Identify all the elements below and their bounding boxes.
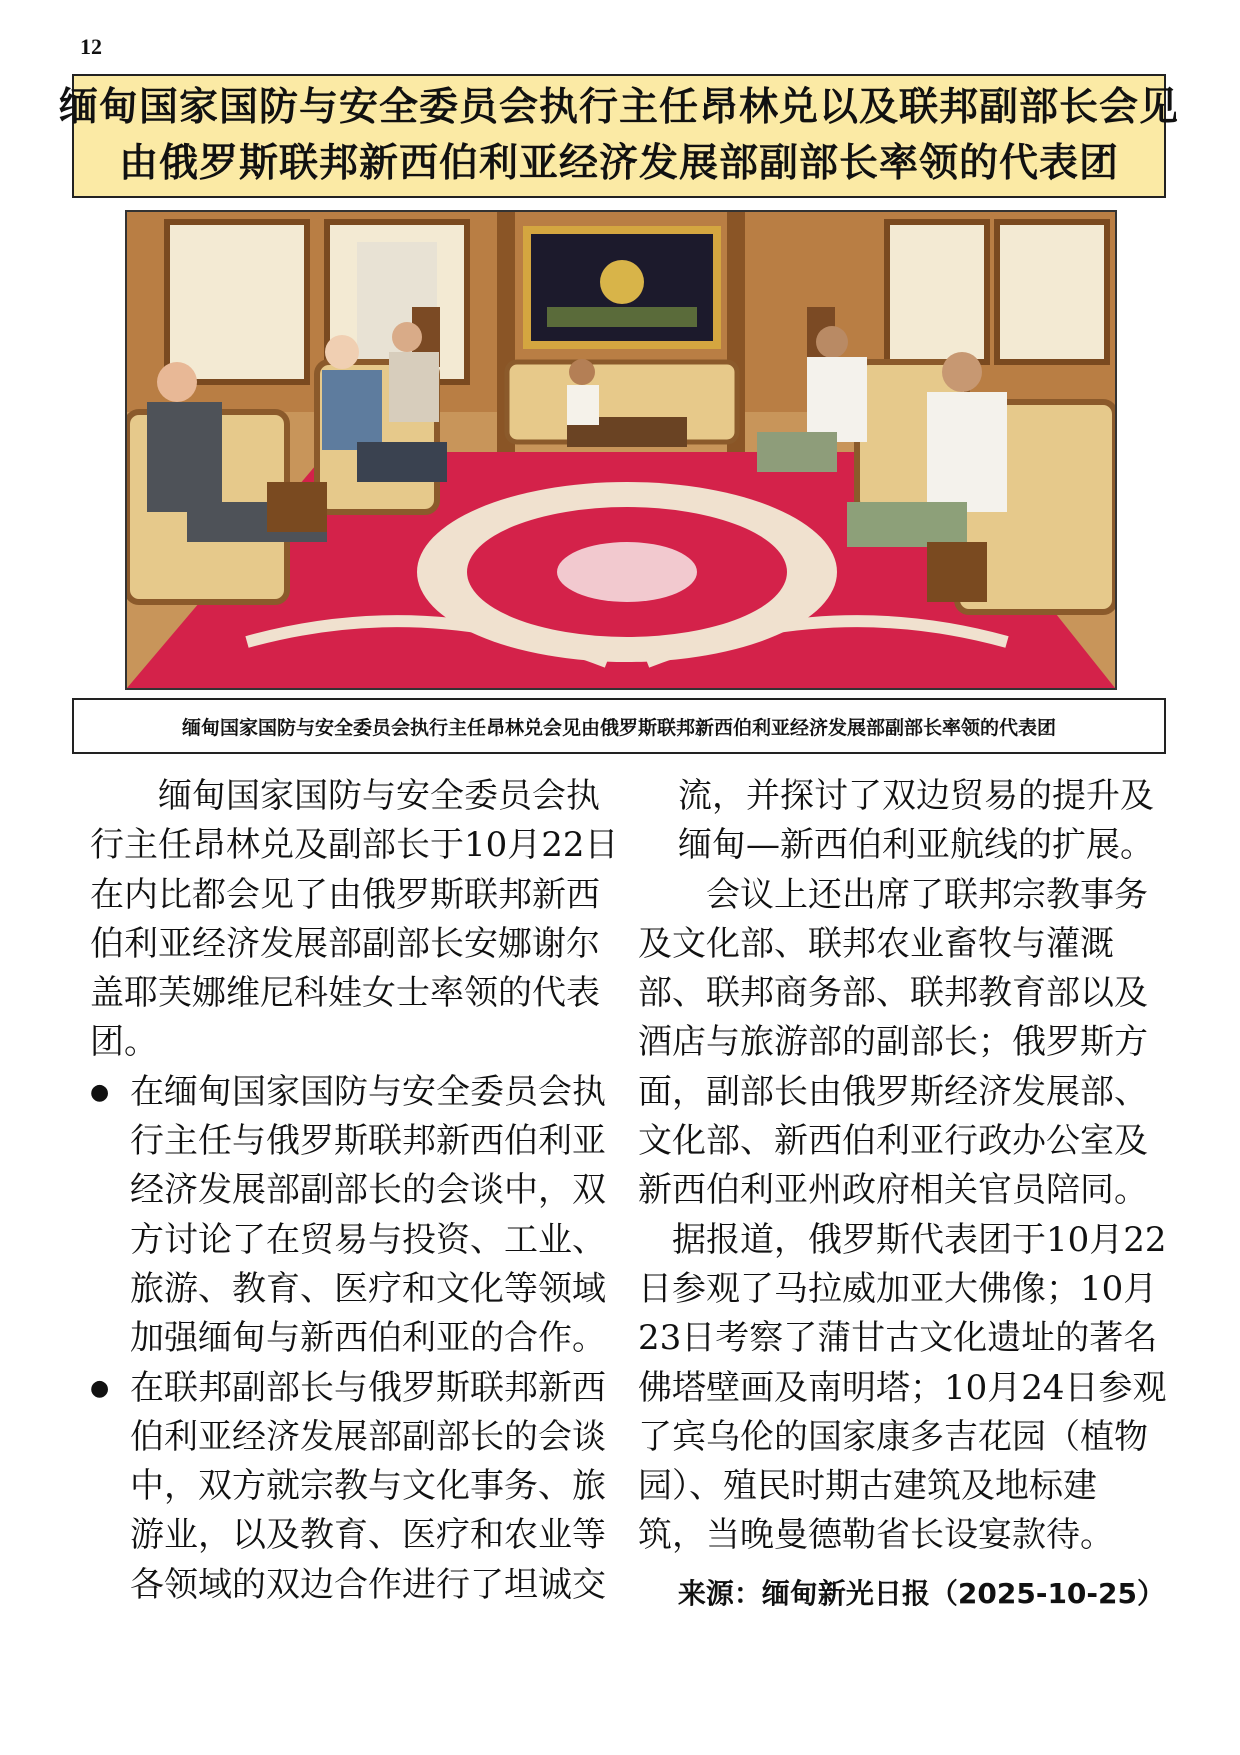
bullet-icon: ●	[90, 1375, 110, 1401]
text-line: 面，副部长由俄罗斯经济发展部、	[638, 1071, 1148, 1112]
bullet-item	[90, 1364, 606, 1610]
text-line: 据报道，俄罗斯代表团于10月22	[672, 1219, 1167, 1260]
bullet-continuation	[638, 772, 1158, 871]
text-line: 伯利亚经济发展部副部长的会谈	[130, 1416, 606, 1457]
text-line: 旅游、教育、医疗和文化等领域	[130, 1268, 606, 1309]
photo-caption: 缅甸国家国防与安全委员会执行主任昂林兑会见由俄罗斯联邦新西伯利亚经济发展部副部长率领的代表团	[72, 698, 1166, 754]
intro-paragraph	[90, 772, 619, 1068]
text-line: 团。	[90, 1022, 158, 1063]
attendees-paragraph	[638, 871, 1158, 1216]
text-line: 日参观了马拉威加亚大佛像；10月	[638, 1268, 1158, 1309]
text-line: 文化部、新西伯利亚行政办公室及	[638, 1121, 1148, 1162]
text-line: 部、联邦商务部、联邦教育部以及	[638, 973, 1148, 1014]
text-line: 方讨论了在贸易与投资、工业、	[130, 1219, 606, 1260]
itinerary-paragraph	[638, 1216, 1167, 1561]
headline-line-1: 缅甸国家国防与安全委员会执行主任昂林兑以及联邦副部长会见	[59, 85, 1180, 130]
source-attribution: 来源：缅甸新光日报（2025-10-25）	[677, 1577, 1165, 1610]
text-line: 行主任昂林兑及副部长于10月22日	[90, 825, 619, 866]
text-line: 游业，以及教育、医疗和农业等	[130, 1515, 606, 1556]
text-line: 23日考察了蒲甘古文化遗址的著名	[638, 1318, 1158, 1359]
text-line: 筑，当晚曼德勒省长设宴款待。	[638, 1515, 1114, 1556]
bullet-item	[90, 1068, 606, 1364]
text-line: 加强缅甸与新西伯利亚的合作。	[130, 1318, 606, 1359]
right-column	[638, 772, 1167, 1561]
text-line: 行主任与俄罗斯联邦新西伯利亚	[130, 1121, 606, 1162]
text-line: 佛塔壁画及南明塔；10月24日参观	[638, 1367, 1167, 1408]
headline-line-2: 由俄罗斯联邦新西伯利亚经济发展部副部长率领的代表团	[118, 141, 1119, 186]
text-line: 盖耶芙娜维尼科娃女士率领的代表	[90, 973, 600, 1014]
text-line: 在缅甸国家国防与安全委员会执	[130, 1071, 606, 1112]
headline-box	[59, 74, 1180, 198]
text-line: 经济发展部副部长的会谈中，双	[130, 1170, 606, 1211]
text-line: 缅甸—新西伯利亚航线的扩展。	[678, 825, 1154, 866]
text-line: 了宾乌伦的国家康多吉花园（植物	[638, 1416, 1148, 1457]
text-line: 伯利亚经济发展部副部长安娜谢尔	[90, 923, 600, 964]
text-line: 缅甸国家国防与安全委员会执	[124, 776, 600, 816]
page-number: 12	[80, 34, 102, 59]
text-line: 园）、殖民时期古建筑及地标建	[638, 1466, 1097, 1507]
text-line: 在联邦副部长与俄罗斯联邦新西	[130, 1367, 606, 1408]
meeting-photo	[125, 210, 1117, 690]
left-column	[90, 772, 619, 1610]
text-line: 会议上还出席了联邦宗教事务	[672, 874, 1148, 915]
bullet-icon: ●	[90, 1079, 110, 1105]
text-line: 中，双方就宗教与文化事务、旅	[130, 1466, 606, 1507]
text-line: 各领域的双边合作进行了坦诚交	[130, 1564, 606, 1605]
text-line: 新西伯利亚州政府相关官员陪同。	[638, 1170, 1148, 1211]
text-line: 及文化部、联邦农业畜牧与灌溉	[638, 923, 1114, 964]
text-line: 在内比都会见了由俄罗斯联邦新西	[90, 874, 600, 915]
text-line: 流，并探讨了双边贸易的提升及	[678, 776, 1154, 816]
text-line: 酒店与旅游部的副部长；俄罗斯方	[638, 1022, 1148, 1063]
